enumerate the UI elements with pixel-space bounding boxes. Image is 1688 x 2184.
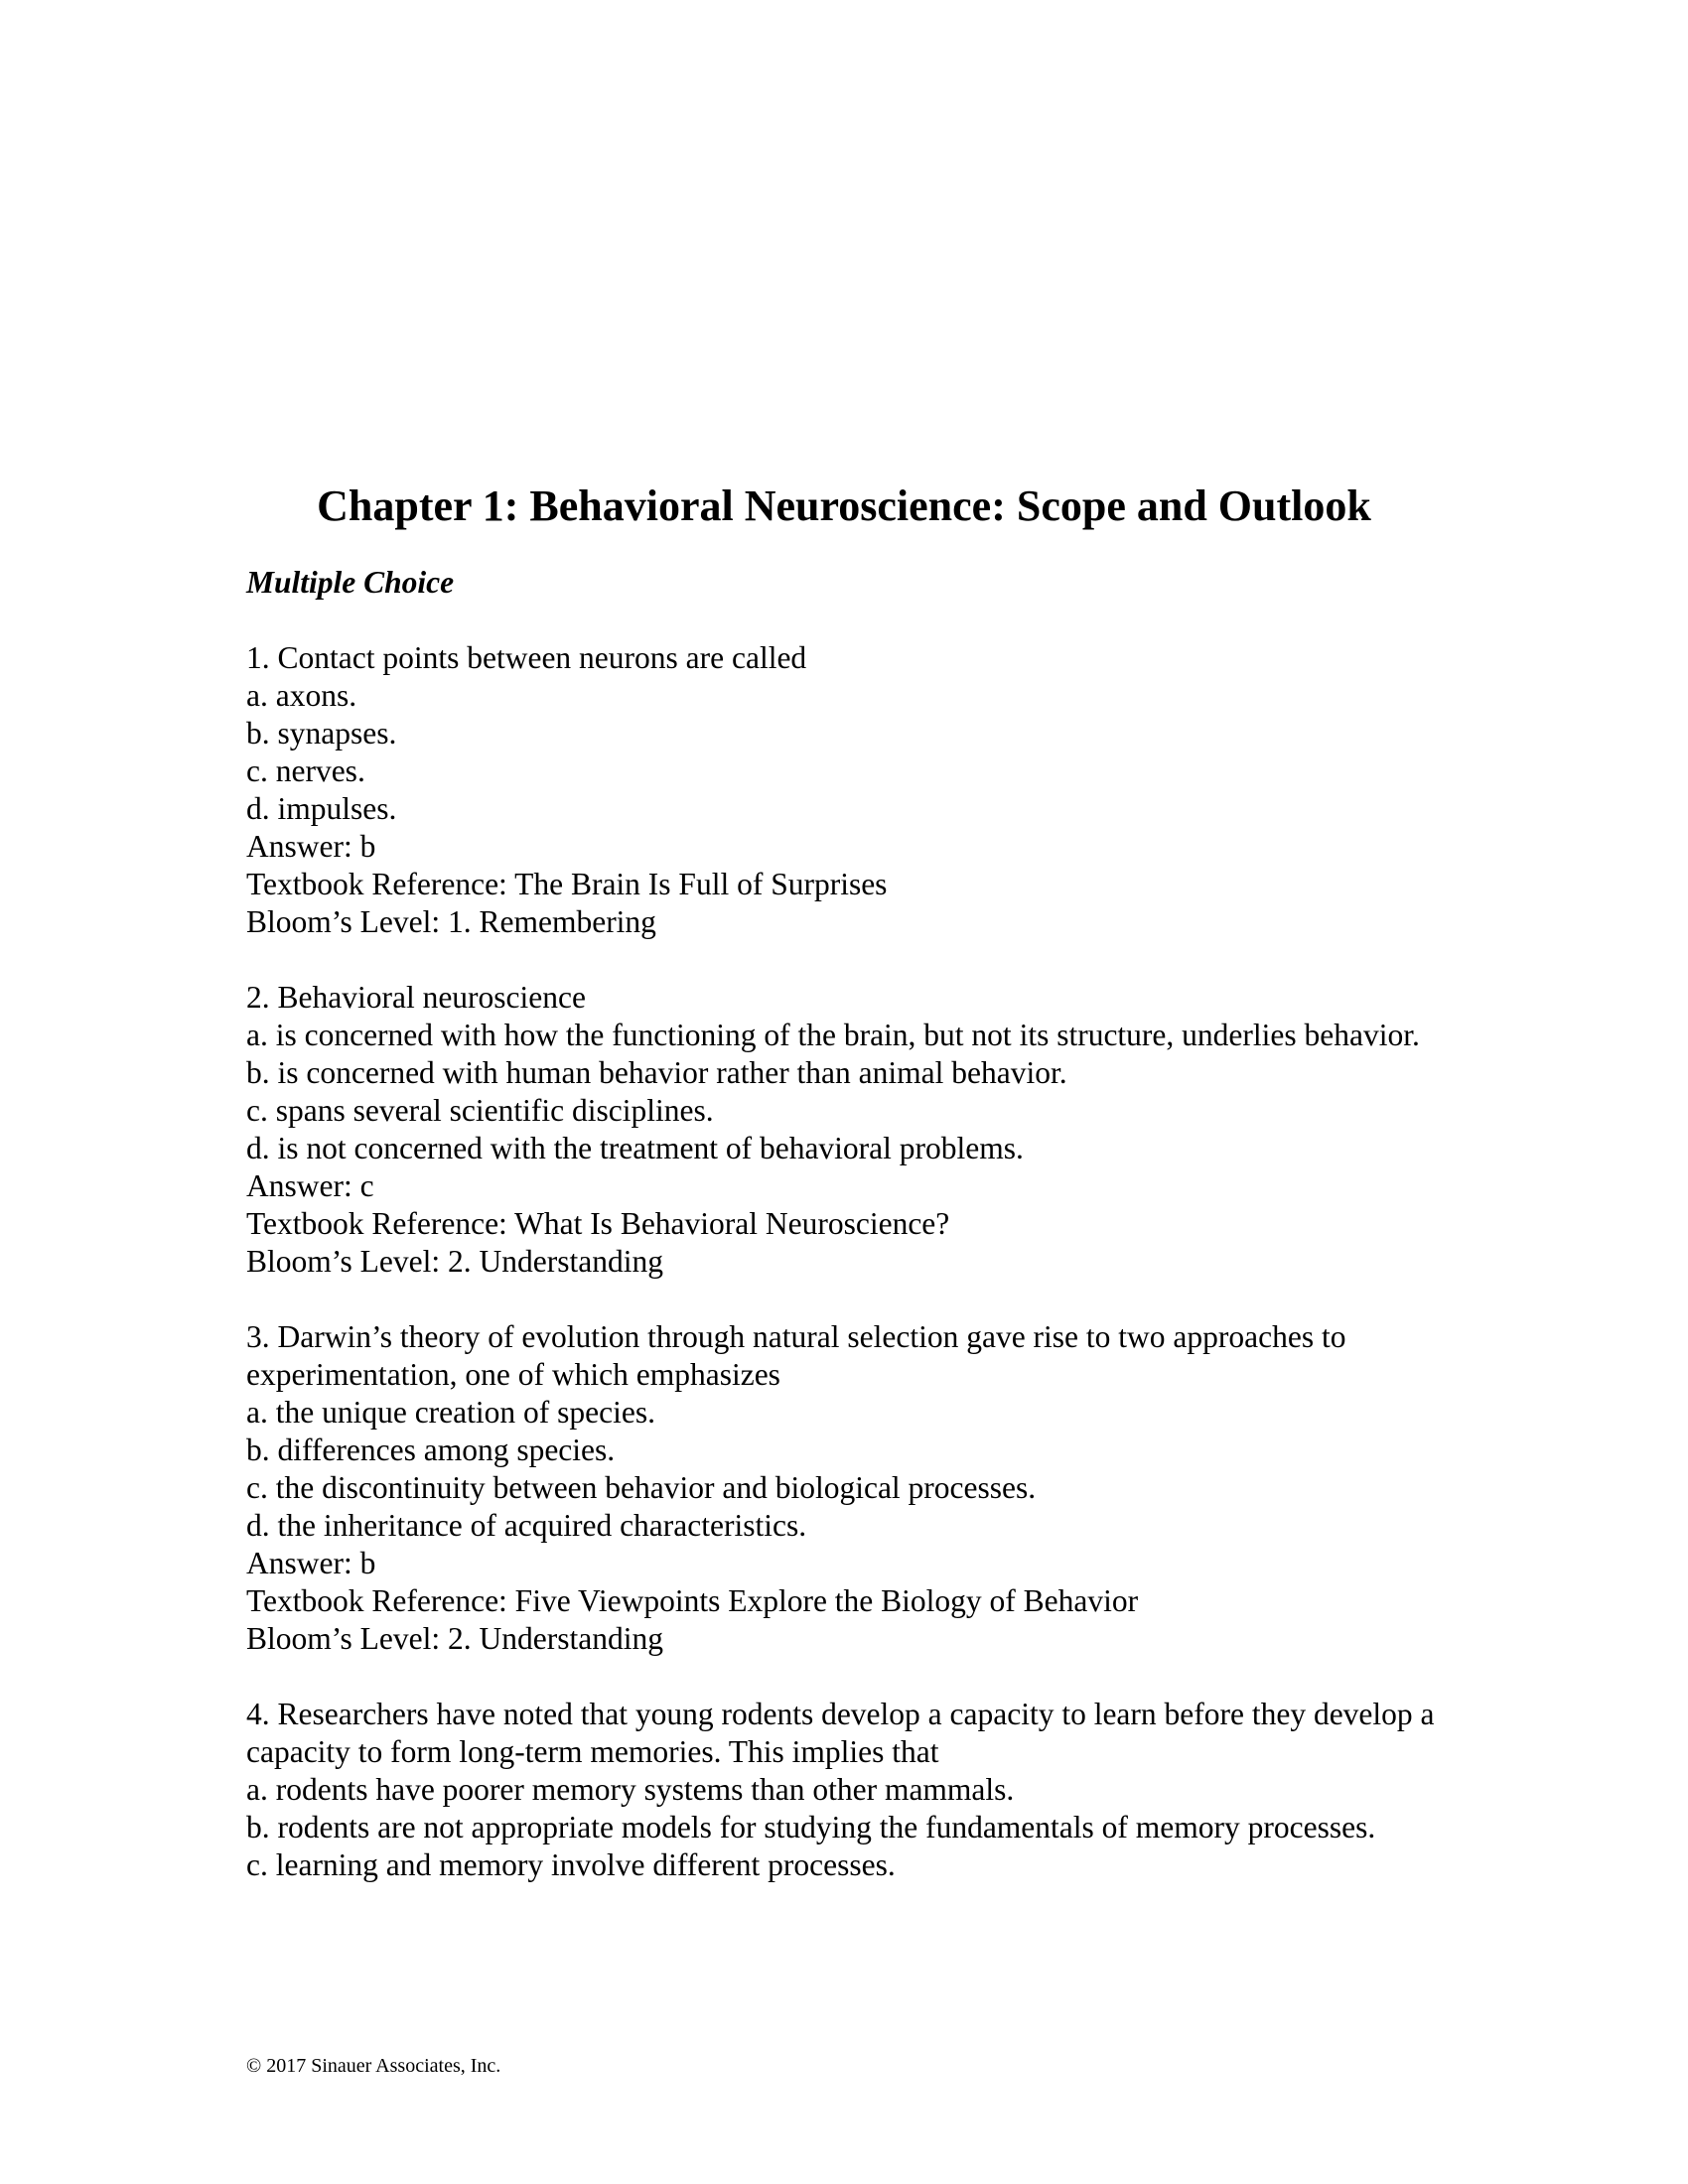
blooms-level: Bloom’s Level: 1. Remembering	[246, 904, 656, 939]
blooms-level: Bloom’s Level: 2. Understanding	[246, 1621, 663, 1656]
question-2	[246, 979, 1468, 1281]
answer-option: a. axons.	[246, 678, 357, 713]
answer-option: a. rodents have poorer memory systems than other mammals.	[246, 1772, 1015, 1807]
answer-option: a. the unique creation of species.	[246, 1395, 655, 1430]
question-3	[246, 1318, 1468, 1658]
question-1	[246, 639, 1468, 941]
answer-option: d. impulses.	[246, 791, 397, 826]
answer-option: a. is concerned with how the functioning of the brain, but not its structure, underlies behavior.	[246, 1018, 1420, 1052]
textbook-reference: Textbook Reference: The Brain Is Full of Surprises	[246, 867, 888, 901]
page-title: Chapter 1: Behavioral Neuroscience: Scope and Outlook	[317, 481, 1371, 530]
answer-option: c. the discontinuity between behavior and biological processes.	[246, 1470, 1037, 1505]
answer-option: d. the inheritance of acquired characteristics.	[246, 1508, 807, 1543]
textbook-reference: Textbook Reference: What Is Behavioral Neuroscience?	[246, 1206, 950, 1241]
question-stem: 1. Contact points between neurons are called	[246, 640, 807, 675]
answer-option: b. differences among species.	[246, 1433, 616, 1467]
textbook-reference: Textbook Reference: Five Viewpoints Explore the Biology of Behavior	[246, 1583, 1139, 1618]
answer-key: Answer: c	[246, 1168, 374, 1203]
answer-option: b. is concerned with human behavior rather than animal behavior.	[246, 1055, 1067, 1090]
question-stem: 3. Darwin’s theory of evolution through natural selection gave rise to two approaches to experimentation, one of which emphasizes	[246, 1319, 1346, 1392]
question-4	[246, 1696, 1468, 1884]
blooms-level: Bloom’s Level: 2. Understanding	[246, 1244, 663, 1279]
answer-option: b. rodents are not appropriate models for studying the fundamentals of memory processes.	[246, 1810, 1376, 1844]
question-stem: 2. Behavioral neuroscience	[246, 980, 586, 1015]
section-heading: Multiple Choice	[246, 565, 455, 600]
question-stem: 4. Researchers have noted that young rodents develop a capacity to learn before they develop a capacity to form long-term memories. This implies that	[246, 1697, 1435, 1769]
document-body	[246, 564, 1468, 1922]
answer-option: c. spans several scientific disciplines.	[246, 1093, 714, 1128]
answer-option: c. nerves.	[246, 753, 365, 788]
answer-key: Answer: b	[246, 1546, 376, 1580]
answer-option: d. is not concerned with the treatment of behavioral problems.	[246, 1131, 1024, 1165]
answer-key: Answer: b	[246, 829, 376, 864]
copyright-footer: © 2017 Sinauer Associates, Inc.	[246, 2055, 501, 2077]
answer-option: b. synapses.	[246, 716, 397, 751]
answer-option: c. learning and memory involve different processes.	[246, 1847, 896, 1882]
